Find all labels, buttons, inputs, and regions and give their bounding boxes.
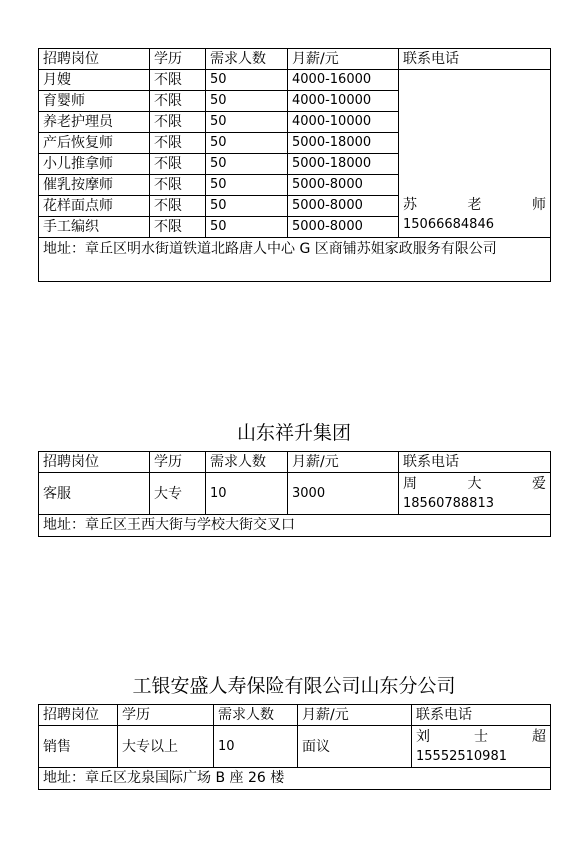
contact-name: 刘 士 超	[416, 728, 546, 745]
company-title-2: 山东祥升集团	[236, 422, 351, 444]
count-cell: 50	[206, 91, 288, 112]
job-table-3	[38, 704, 551, 790]
count-cell: 50	[206, 70, 288, 91]
education-cell: 不限	[150, 70, 206, 91]
table-row	[39, 473, 551, 515]
header-salary: 月薪/元	[298, 705, 412, 726]
header-row	[39, 452, 551, 473]
address-row	[39, 768, 551, 790]
salary-cell: 4000-10000	[288, 91, 399, 112]
education-cell: 不限	[150, 112, 206, 133]
count-cell: 50	[206, 217, 288, 238]
salary-cell: 5000-18000	[288, 154, 399, 175]
header-salary: 月薪/元	[288, 49, 399, 70]
header-count: 需求人数	[214, 705, 298, 726]
salary-cell: 5000-8000	[288, 175, 399, 196]
position-cell: 产后恢复师	[39, 133, 150, 154]
contact-phone: 15552510981	[416, 748, 507, 764]
salary-cell: 面议	[298, 726, 412, 768]
position-cell: 销售	[39, 726, 118, 768]
header-position: 招聘岗位	[39, 49, 150, 70]
contact-cell	[399, 70, 551, 238]
address-cell: 地址：章丘区明水街道铁道北路唐人中心 G 区商铺苏姐家政服务有限公司	[39, 238, 551, 282]
position-cell: 催乳按摩师	[39, 175, 150, 196]
count-cell: 50	[206, 154, 288, 175]
position-cell: 手工编织	[39, 217, 150, 238]
education-cell: 不限	[150, 133, 206, 154]
salary-cell: 5000-8000	[288, 217, 399, 238]
address-cell: 地址：章丘区王西大街与学校大街交叉口	[39, 515, 551, 537]
job-table-1	[38, 48, 551, 282]
education-cell: 大专以上	[118, 726, 214, 768]
position-cell: 花样面点师	[39, 196, 150, 217]
position-cell: 小儿推拿师	[39, 154, 150, 175]
header-education: 学历	[150, 452, 206, 473]
header-position: 招聘岗位	[39, 452, 150, 473]
address-row	[39, 238, 551, 282]
contact-name: 苏 老 师	[403, 197, 546, 213]
education-cell: 不限	[150, 196, 206, 217]
position-cell: 养老护理员	[39, 112, 150, 133]
contact-cell	[412, 726, 551, 768]
salary-cell: 5000-18000	[288, 133, 399, 154]
salary-cell: 3000	[288, 473, 399, 515]
count-cell: 50	[206, 112, 288, 133]
job-table-2	[38, 451, 551, 537]
contact-cell	[399, 473, 551, 515]
contact-name: 周 大 爱	[403, 475, 546, 492]
salary-cell: 5000-8000	[288, 196, 399, 217]
salary-cell: 4000-10000	[288, 112, 399, 133]
contact-phone: 18560788813	[403, 495, 494, 511]
table-row	[39, 726, 551, 768]
education-cell: 大专	[150, 473, 206, 515]
education-cell: 不限	[150, 217, 206, 238]
salary-cell: 4000-16000	[288, 70, 399, 91]
header-count: 需求人数	[206, 452, 288, 473]
table-row	[39, 70, 551, 91]
header-contact: 联系电话	[399, 49, 551, 70]
company-title-3: 工银安盛人寿保险有限公司山东分公司	[132, 675, 456, 697]
header-education: 学历	[118, 705, 214, 726]
header-education: 学历	[150, 49, 206, 70]
count-cell: 10	[206, 473, 288, 515]
count-cell: 50	[206, 133, 288, 154]
header-contact: 联系电话	[399, 452, 551, 473]
count-cell: 50	[206, 196, 288, 217]
position-cell: 客服	[39, 473, 150, 515]
address-row	[39, 515, 551, 537]
address-cell: 地址：章丘区龙泉国际广场 B 座 26 楼	[39, 768, 551, 790]
education-cell: 不限	[150, 175, 206, 196]
position-cell: 育婴师	[39, 91, 150, 112]
count-cell: 50	[206, 175, 288, 196]
header-contact: 联系电话	[412, 705, 551, 726]
education-cell: 不限	[150, 91, 206, 112]
header-position: 招聘岗位	[39, 705, 118, 726]
header-row	[39, 705, 551, 726]
count-cell: 10	[214, 726, 298, 768]
header-count: 需求人数	[206, 49, 288, 70]
header-row	[39, 49, 551, 70]
contact-phone: 15066684846	[403, 217, 494, 232]
position-cell: 月嫂	[39, 70, 150, 91]
header-salary: 月薪/元	[288, 452, 399, 473]
education-cell: 不限	[150, 154, 206, 175]
